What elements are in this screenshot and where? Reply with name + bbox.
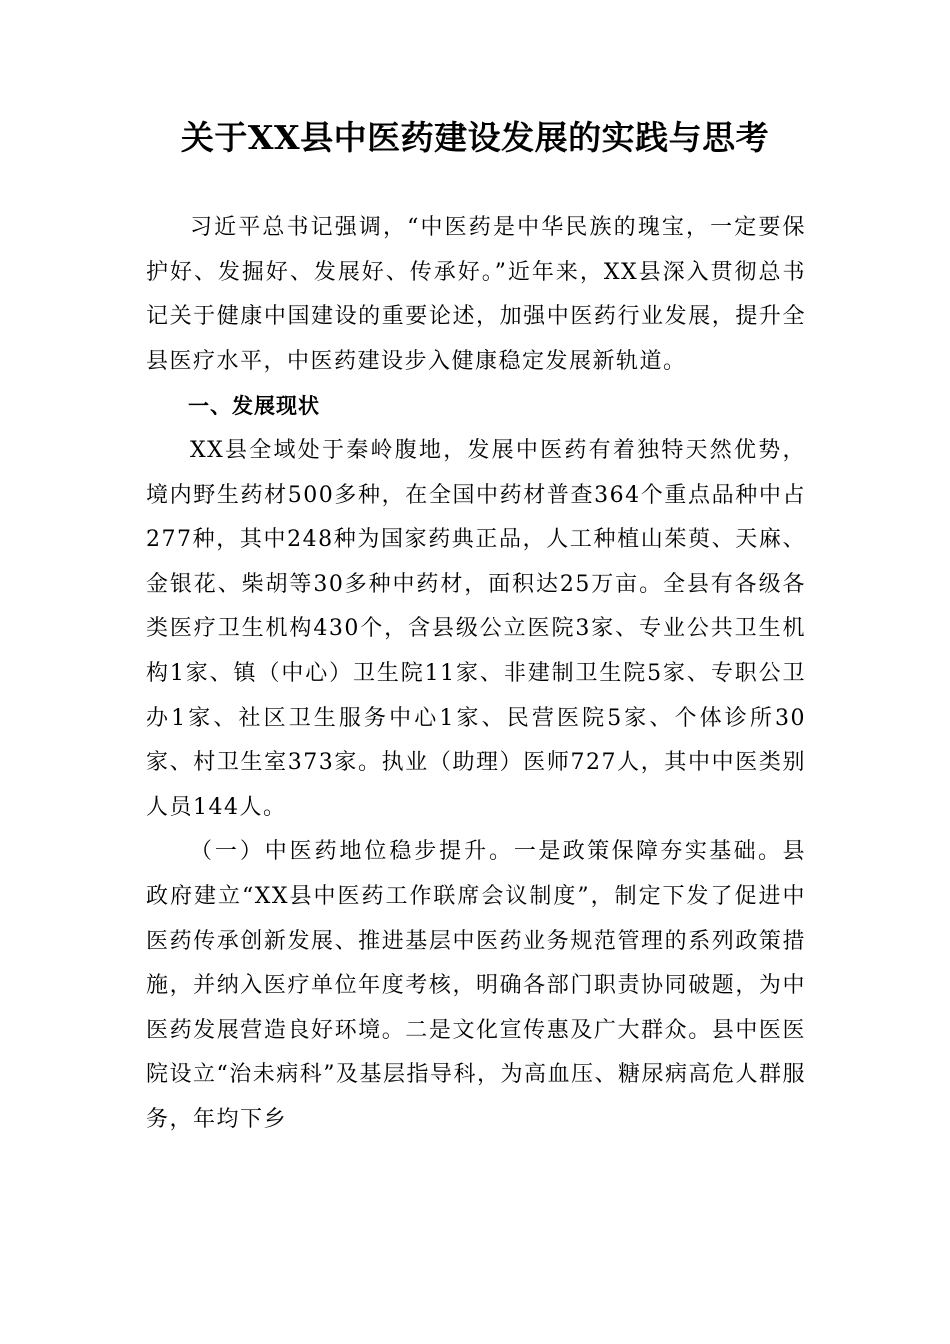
subsection-lead: （一）中医药地位稳步提升。 (190, 839, 514, 865)
document-body (146, 206, 806, 1142)
section-heading: 一、发展现状 (188, 394, 320, 419)
status-paragraph: XX县全域处于秦岭腹地，发展中医药有着独特天然优势，境内野生药材500多种，在全国中药材普查364个重点品种中占277种，其中248种为国家药典正品，人工种植山茱萸、天麻、金银花、柴胡等30多种中药材，面积达25万亩。全县有各级各类医疗卫生机构430个，含县级公立医院3家、专业公共卫生机构1家、镇（中心）卫生院11家、非建制卫生院5家、专职公卫办1家、社区卫生服务中心1家、民营医院5家、个体诊所30家、村卫生室373家。执业（助理）医师727人，其中中医类别人员144人。 (146, 437, 806, 820)
subsection-paragraph (146, 830, 806, 1142)
subsection-text: 一是政策保障夯实基础。县政府建立“XX县中医药工作联席会议制度”，制定下发了促进中医药传承创新发展、推进基层中医药业务规范管理的系列政策措施，并纳入医疗单位年度考核，明确各部门职责协同破题，为中医药发展营造良好环境。二是文化宣传惠及广大群众。县中医医院设立“治未病科”及基层指导科，为高血压、糖尿病高危人群服务，年均下乡 (146, 839, 806, 1132)
document-title: 关于XX县中医药建设发展的实践与思考 (180, 118, 770, 157)
intro-paragraph: 习近平总书记强调，“中医药是中华民族的瑰宝，一定要保护好、发掘好、发展好、传承好。”近年来，XX县深入贯彻总书记关于健康中国建设的重要论述，加强中医药行业发展，提升全县医疗水平，中医药建设步入健康稳定发展新轨道。 (146, 215, 806, 374)
